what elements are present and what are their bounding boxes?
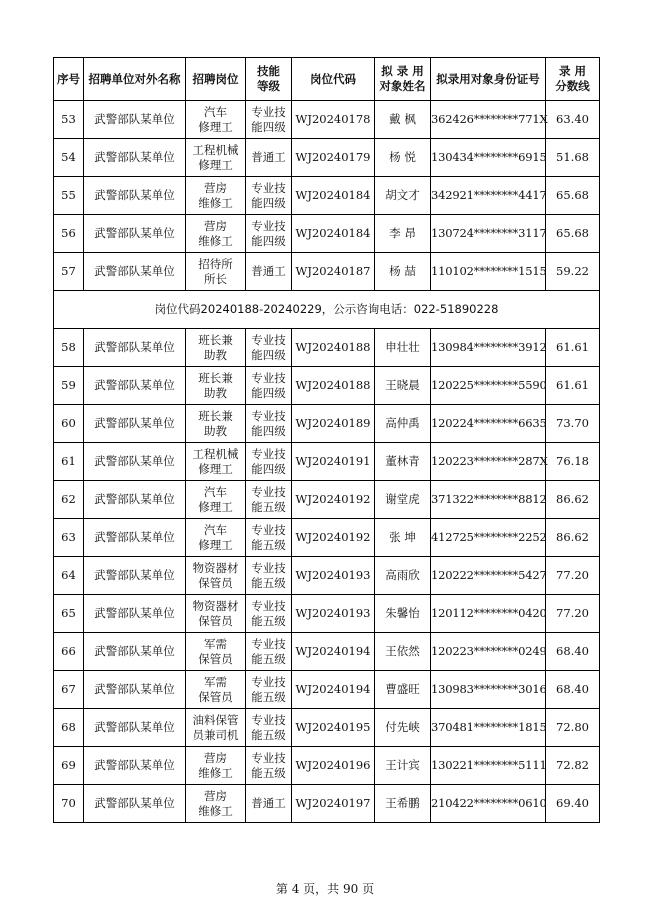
cell-skill [246, 671, 292, 709]
cell-skill-line: 专业技 [251, 104, 286, 119]
cell-unit: 武警部队某单位 [84, 253, 186, 291]
cell-skill-line: 能五级 [251, 689, 286, 704]
cell-position [186, 367, 246, 405]
section-row [54, 291, 600, 329]
cell-skill-line: 普通工 [251, 150, 286, 164]
cell-skill-line: 能四级 [251, 119, 286, 134]
cell-position-line: 员兼司机 [192, 727, 239, 742]
cell-skill-line: 能五级 [251, 765, 286, 780]
cell-position-line: 油料保管 [192, 712, 239, 727]
col-name: 拟 录 用 对象姓名 [375, 58, 431, 101]
cell-id: 130434********6915 [431, 139, 546, 177]
cell-score: 63.40 [546, 101, 600, 139]
cell-id: 130984********3912 [431, 329, 546, 367]
cell-unit: 武警部队某单位 [84, 405, 186, 443]
cell-position [186, 443, 246, 481]
table-row [54, 253, 600, 291]
cell-skill-line: 专业技 [251, 484, 286, 499]
cell-unit: 武警部队某单位 [84, 785, 186, 823]
cell-code: WJ20240189 [292, 405, 375, 443]
cell-skill [246, 785, 292, 823]
cell-name: 王依然 [375, 633, 431, 671]
cell-score: 68.40 [546, 671, 600, 709]
cell-seq: 70 [54, 785, 84, 823]
table-row [54, 139, 600, 177]
table-row [54, 405, 600, 443]
cell-position [186, 785, 246, 823]
cell-skill-line: 专业技 [251, 560, 286, 575]
cell-position-line: 修理工 [198, 499, 233, 514]
cell-name: 戴 枫 [375, 101, 431, 139]
cell-position-line: 工程机械 [192, 142, 239, 157]
cell-score: 65.68 [546, 177, 600, 215]
table-row [54, 557, 600, 595]
cell-skill-line: 专业技 [251, 408, 286, 423]
cell-name: 王计宾 [375, 747, 431, 785]
cell-code: WJ20240184 [292, 215, 375, 253]
table-row [54, 101, 600, 139]
cell-skill [246, 405, 292, 443]
cell-unit: 武警部队某单位 [84, 595, 186, 633]
cell-position-line: 修理工 [198, 537, 233, 552]
table-row [54, 671, 600, 709]
cell-name: 高雨欣 [375, 557, 431, 595]
cell-position-line: 保管员 [198, 689, 233, 704]
cell-score: 65.68 [546, 215, 600, 253]
cell-skill [246, 481, 292, 519]
cell-position-line: 助教 [204, 347, 227, 362]
cell-score: 73.70 [546, 405, 600, 443]
cell-score: 77.20 [546, 557, 600, 595]
cell-skill-line: 专业技 [251, 522, 286, 537]
cell-skill-line: 专业技 [251, 446, 286, 461]
cell-seq: 63 [54, 519, 84, 557]
cell-skill-line: 能四级 [251, 461, 286, 476]
cell-position-line: 助教 [204, 385, 227, 400]
cell-id: 342921********4417 [431, 177, 546, 215]
cell-seq: 60 [54, 405, 84, 443]
cell-score: 86.62 [546, 481, 600, 519]
cell-seq: 68 [54, 709, 84, 747]
cell-score: 61.61 [546, 329, 600, 367]
cell-id: 120224********6635 [431, 405, 546, 443]
cell-position [186, 481, 246, 519]
cell-seq: 69 [54, 747, 84, 785]
cell-skill-line: 专业技 [251, 598, 286, 613]
cell-code: WJ20240194 [292, 633, 375, 671]
table-row [54, 443, 600, 481]
cell-seq: 57 [54, 253, 84, 291]
cell-position [186, 709, 246, 747]
cell-score: 68.40 [546, 633, 600, 671]
cell-position [186, 595, 246, 633]
cell-unit: 武警部队某单位 [84, 443, 186, 481]
cell-position-line: 修理工 [198, 157, 233, 172]
cell-position-line: 军需 [204, 674, 227, 689]
cell-position-line: 汽车 [204, 484, 227, 499]
cell-skill [246, 709, 292, 747]
cell-skill-line: 能四级 [251, 347, 286, 362]
cell-id: 110102********1515 [431, 253, 546, 291]
cell-position-line: 修理工 [198, 119, 233, 134]
cell-code: WJ20240178 [292, 101, 375, 139]
cell-skill-line: 专业技 [251, 750, 286, 765]
cell-unit: 武警部队某单位 [84, 709, 186, 747]
cell-skill [246, 595, 292, 633]
cell-skill-line: 专业技 [251, 636, 286, 651]
cell-position [186, 633, 246, 671]
cell-id: 120223********0249 [431, 633, 546, 671]
table-row [54, 595, 600, 633]
cell-position-line: 营房 [204, 750, 227, 765]
cell-id: 130221********5111 [431, 747, 546, 785]
col-skill: 技能 等级 [246, 58, 292, 101]
cell-position-line: 工程机械 [192, 446, 239, 461]
cell-skill-line: 能五级 [251, 499, 286, 514]
cell-code: WJ20240187 [292, 253, 375, 291]
cell-unit: 武警部队某单位 [84, 633, 186, 671]
cell-skill [246, 747, 292, 785]
cell-unit: 武警部队某单位 [84, 367, 186, 405]
cell-skill-line: 专业技 [251, 332, 286, 347]
cell-name: 曹盛旺 [375, 671, 431, 709]
cell-id: 120225********5590 [431, 367, 546, 405]
cell-skill [246, 633, 292, 671]
cell-name: 朱馨怡 [375, 595, 431, 633]
cell-id: 130983********3016 [431, 671, 546, 709]
cell-unit: 武警部队某单位 [84, 557, 186, 595]
cell-skill [246, 557, 292, 595]
table-row [54, 785, 600, 823]
cell-code: WJ20240184 [292, 177, 375, 215]
cell-skill [246, 253, 292, 291]
cell-name: 胡文才 [375, 177, 431, 215]
cell-skill [246, 367, 292, 405]
cell-position [186, 215, 246, 253]
cell-skill [246, 443, 292, 481]
cell-position [186, 405, 246, 443]
cell-name: 王晓晨 [375, 367, 431, 405]
cell-score: 59.22 [546, 253, 600, 291]
cell-unit: 武警部队某单位 [84, 519, 186, 557]
cell-position [186, 253, 246, 291]
table-row [54, 367, 600, 405]
cell-skill-line: 专业技 [251, 712, 286, 727]
cell-code: WJ20240196 [292, 747, 375, 785]
cell-seq: 56 [54, 215, 84, 253]
cell-position-line: 汽车 [204, 522, 227, 537]
cell-skill-line: 专业技 [251, 370, 286, 385]
cell-position-line: 维修工 [198, 765, 233, 780]
cell-position-line: 维修工 [198, 233, 233, 248]
cell-skill-line: 专业技 [251, 218, 286, 233]
cell-code: WJ20240193 [292, 595, 375, 633]
cell-unit: 武警部队某单位 [84, 139, 186, 177]
cell-position-line: 保管员 [198, 651, 233, 666]
cell-position-line: 维修工 [198, 195, 233, 210]
cell-seq: 59 [54, 367, 84, 405]
cell-skill-line: 能五级 [251, 537, 286, 552]
cell-seq: 55 [54, 177, 84, 215]
cell-skill-line: 能四级 [251, 385, 286, 400]
cell-skill-line: 能四级 [251, 423, 286, 438]
cell-score: 69.40 [546, 785, 600, 823]
table-row [54, 747, 600, 785]
cell-skill-line: 能四级 [251, 195, 286, 210]
cell-id: 120222********5427 [431, 557, 546, 595]
cell-unit: 武警部队某单位 [84, 177, 186, 215]
cell-position-line: 汽车 [204, 104, 227, 119]
cell-position-line: 保管员 [198, 575, 233, 590]
table-row [54, 519, 600, 557]
cell-position-line: 营房 [204, 788, 227, 803]
cell-position [186, 519, 246, 557]
cell-score: 72.80 [546, 709, 600, 747]
cell-skill-line: 普通工 [251, 264, 286, 278]
col-seq: 序号 [54, 58, 84, 101]
cell-code: WJ20240179 [292, 139, 375, 177]
cell-score: 72.82 [546, 747, 600, 785]
cell-seq: 66 [54, 633, 84, 671]
cell-id: 120223********287X [431, 443, 546, 481]
cell-position-line: 营房 [204, 180, 227, 195]
cell-code: WJ20240191 [292, 443, 375, 481]
cell-score: 77.20 [546, 595, 600, 633]
cell-seq: 65 [54, 595, 84, 633]
cell-position [186, 671, 246, 709]
table-row [54, 633, 600, 671]
cell-position [186, 139, 246, 177]
section-note: 岗位代码20240188-20240229，公示咨询电话：022-51890228 [54, 291, 600, 329]
cell-skill-line: 专业技 [251, 180, 286, 195]
cell-skill [246, 139, 292, 177]
cell-unit: 武警部队某单位 [84, 101, 186, 139]
cell-name: 谢堂虎 [375, 481, 431, 519]
cell-position-line: 修理工 [198, 461, 233, 476]
cell-position-line: 军需 [204, 636, 227, 651]
cell-skill [246, 329, 292, 367]
cell-id: 412725********2252 [431, 519, 546, 557]
table-row [54, 329, 600, 367]
cell-seq: 58 [54, 329, 84, 367]
cell-score: 76.18 [546, 443, 600, 481]
table-row [54, 177, 600, 215]
cell-skill-line: 能五级 [251, 613, 286, 628]
cell-id: 370481********1815 [431, 709, 546, 747]
cell-position-line: 助教 [204, 423, 227, 438]
cell-position-line: 维修工 [198, 803, 233, 818]
cell-skill [246, 177, 292, 215]
cell-position-line: 招待所 [198, 256, 233, 271]
cell-position-line: 班长兼 [198, 370, 233, 385]
cell-code: WJ20240188 [292, 367, 375, 405]
cell-unit: 武警部队某单位 [84, 671, 186, 709]
cell-score: 86.62 [546, 519, 600, 557]
cell-position-line: 所长 [204, 271, 227, 286]
cell-code: WJ20240194 [292, 671, 375, 709]
cell-code: WJ20240195 [292, 709, 375, 747]
page-footer: 第 4 页，共 90 页 [275, 882, 375, 896]
cell-code: WJ20240192 [292, 519, 375, 557]
cell-position-line: 班长兼 [198, 408, 233, 423]
col-position: 招聘岗位 [186, 58, 246, 101]
cell-name: 申壮壮 [375, 329, 431, 367]
cell-position [186, 177, 246, 215]
cell-position [186, 747, 246, 785]
table-row [54, 215, 600, 253]
cell-score: 51.68 [546, 139, 600, 177]
table-header-row [54, 58, 600, 101]
cell-unit: 武警部队某单位 [84, 481, 186, 519]
col-code: 岗位代码 [292, 58, 375, 101]
cell-score: 61.61 [546, 367, 600, 405]
cell-seq: 62 [54, 481, 84, 519]
cell-position-line: 班长兼 [198, 332, 233, 347]
cell-id: 210422********0610 [431, 785, 546, 823]
cell-skill-line: 普通工 [251, 796, 286, 810]
results-table [53, 57, 600, 823]
cell-unit: 武警部队某单位 [84, 747, 186, 785]
cell-seq: 67 [54, 671, 84, 709]
cell-seq: 64 [54, 557, 84, 595]
cell-id: 371322********8812 [431, 481, 546, 519]
cell-code: WJ20240193 [292, 557, 375, 595]
cell-code: WJ20240188 [292, 329, 375, 367]
cell-skill [246, 101, 292, 139]
cell-skill [246, 215, 292, 253]
cell-name: 王希鹏 [375, 785, 431, 823]
cell-unit: 武警部队某单位 [84, 329, 186, 367]
cell-name: 张 坤 [375, 519, 431, 557]
cell-name: 付先峡 [375, 709, 431, 747]
cell-id: 362426********771X [431, 101, 546, 139]
cell-position-line: 保管员 [198, 613, 233, 628]
cell-skill-line: 能五级 [251, 651, 286, 666]
cell-unit: 武警部队某单位 [84, 215, 186, 253]
cell-skill-line: 能四级 [251, 233, 286, 248]
cell-id: 120112********0420 [431, 595, 546, 633]
col-id: 拟录用对象身份证号 [431, 58, 546, 101]
cell-position [186, 101, 246, 139]
cell-code: WJ20240197 [292, 785, 375, 823]
cell-skill-line: 专业技 [251, 674, 286, 689]
table-row [54, 709, 600, 747]
cell-position-line: 物资器材 [192, 598, 239, 613]
cell-position-line: 物资器材 [192, 560, 239, 575]
cell-skill [246, 519, 292, 557]
cell-position-line: 营房 [204, 218, 227, 233]
cell-id: 130724********3117 [431, 215, 546, 253]
cell-position [186, 557, 246, 595]
col-score: 录 用 分数线 [546, 58, 600, 101]
cell-name: 董林青 [375, 443, 431, 481]
cell-seq: 53 [54, 101, 84, 139]
cell-seq: 61 [54, 443, 84, 481]
cell-name: 李 昂 [375, 215, 431, 253]
cell-skill-line: 能五级 [251, 727, 286, 742]
cell-code: WJ20240192 [292, 481, 375, 519]
cell-name: 杨 悦 [375, 139, 431, 177]
cell-position [186, 329, 246, 367]
cell-skill-line: 能五级 [251, 575, 286, 590]
cell-name: 杨 喆 [375, 253, 431, 291]
col-unit: 招聘单位对外名称 [84, 58, 186, 101]
cell-seq: 54 [54, 139, 84, 177]
cell-name: 高仲禹 [375, 405, 431, 443]
table-row [54, 481, 600, 519]
